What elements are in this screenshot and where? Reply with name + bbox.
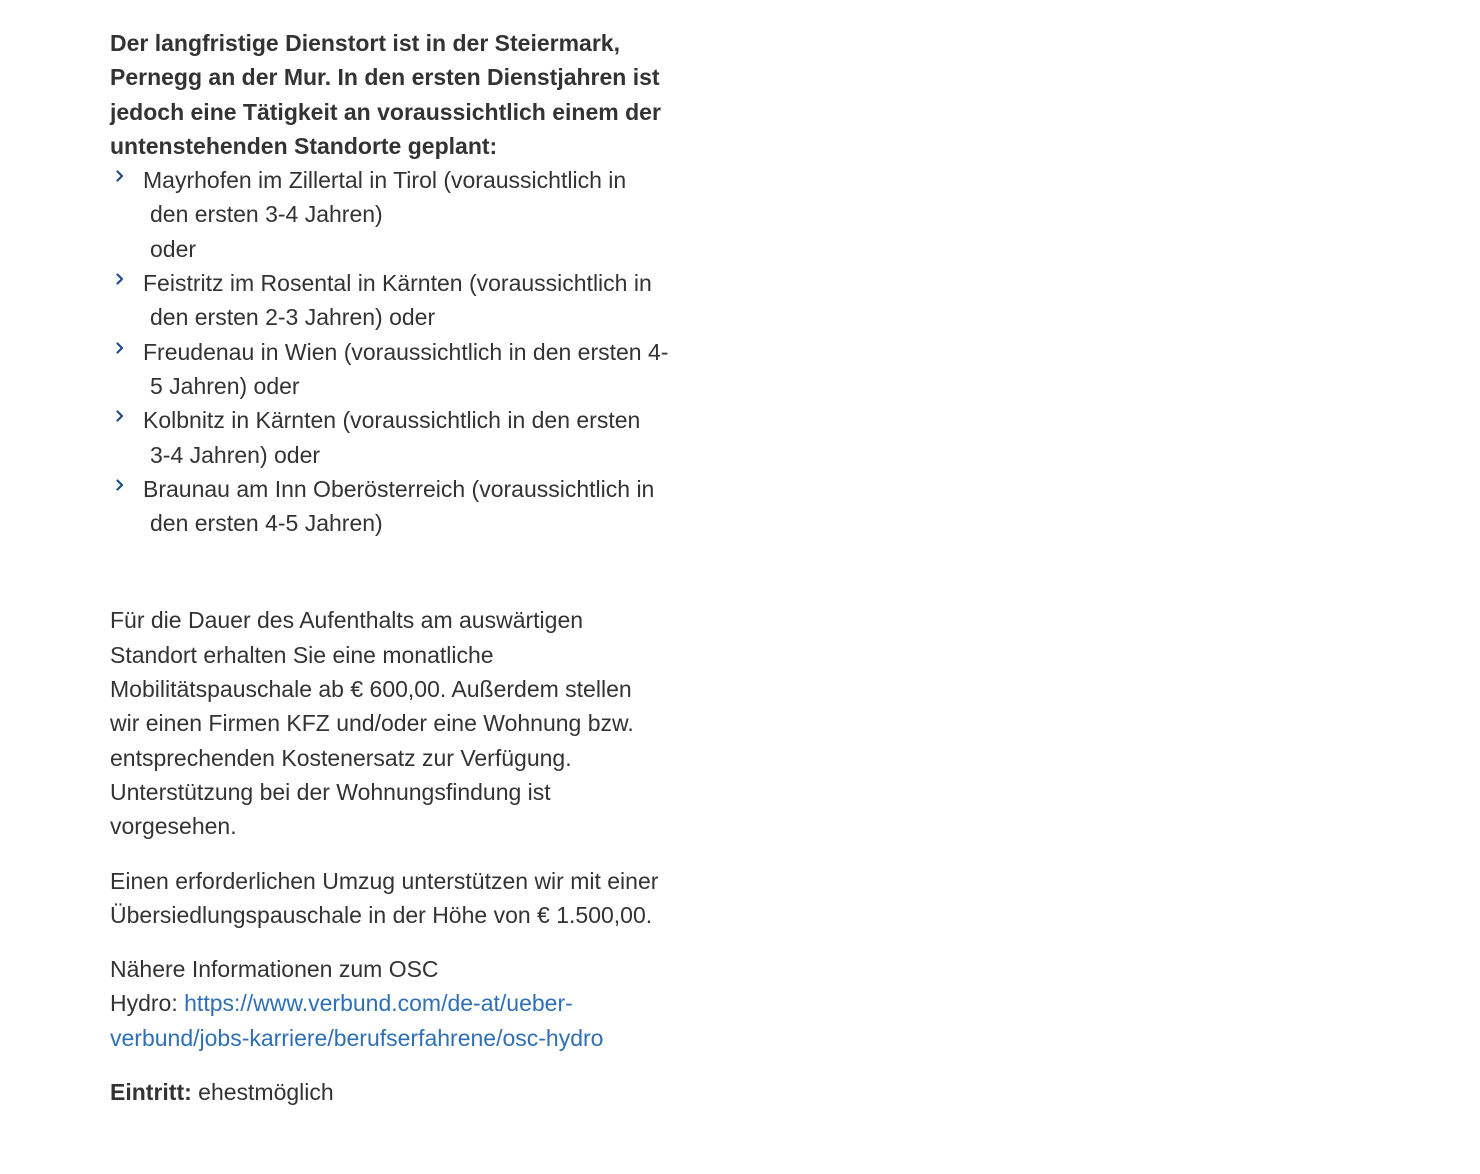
- paragraph-line: Übersiedlungspauschale in der Höhe von € 1.500,00.: [110, 901, 653, 928]
- location-text-cont: 3-4 Jahren) oder: [150, 441, 321, 468]
- location-text-cont: oder: [150, 235, 197, 262]
- chevron-right-icon: [114, 403, 128, 437]
- paragraph-line: Mobilitätspauschale ab € 600,00. Außerdem stellen: [110, 676, 632, 703]
- info-paragraph: [110, 952, 700, 1055]
- location-item: [110, 163, 700, 266]
- location-item: [110, 403, 700, 472]
- location-text-cont: den ersten 3-4 Jahren): [150, 201, 383, 228]
- chevron-right-icon: [114, 335, 128, 369]
- location-item: [110, 472, 700, 541]
- entry-paragraph: [110, 1075, 700, 1109]
- osc-hydro-link-cont[interactable]: verbund/jobs-karriere/berufserfahrene/osc-hydro: [110, 1024, 604, 1051]
- mobility-paragraph: [110, 603, 700, 843]
- job-description: [110, 26, 700, 1109]
- info-line: Nähere Informationen zum OSC: [110, 956, 439, 983]
- info-prefix: Hydro:: [110, 990, 185, 1017]
- info-line: [110, 1021, 700, 1055]
- location-item: [110, 266, 700, 335]
- paragraph-line: vorgesehen.: [110, 813, 237, 840]
- intro-line: jedoch eine Tätigkeit an voraussichtlich einem der: [110, 98, 661, 125]
- location-text-cont: den ersten 2-3 Jahren) oder: [150, 304, 436, 331]
- paragraph-line: Für die Dauer des Aufenthalts am auswärtigen: [110, 607, 584, 634]
- intro-line: Pernegg an der Mur. In den ersten Dienstjahren ist: [110, 64, 660, 91]
- intro-line: Der langfristige Dienstort ist in der Steiermark,: [110, 30, 620, 56]
- entry-label: Eintritt:: [110, 1079, 192, 1106]
- paragraph-line: Standort erhalten Sie eine monatliche: [110, 641, 494, 668]
- location-text: Braunau am Inn Oberösterreich (voraussichtlich in: [143, 475, 655, 502]
- location-text-cont: 5 Jahren) oder: [150, 372, 300, 399]
- intro-line: untenstehenden Standorte geplant:: [110, 132, 498, 159]
- chevron-right-icon: [114, 472, 128, 506]
- location-text: Freudenau in Wien (voraussichtlich in den ersten 4-: [143, 338, 669, 365]
- relocation-paragraph: [110, 864, 700, 933]
- intro-paragraph: [110, 26, 700, 163]
- info-line: [110, 986, 700, 1020]
- chevron-right-icon: [114, 266, 128, 300]
- locations-list: [110, 163, 700, 540]
- location-item: [110, 335, 700, 404]
- location-text: Mayrhofen im Zillertal in Tirol (voraussichtlich in: [143, 167, 627, 194]
- paragraph-line: wir einen Firmen KFZ und/oder eine Wohnung bzw.: [110, 710, 634, 737]
- paragraph-line: entsprechenden Kostenersatz zur Verfügung.: [110, 744, 572, 771]
- chevron-right-icon: [114, 163, 128, 197]
- entry-value: ehestmöglich: [191, 1079, 334, 1106]
- paragraph-line: Einen erforderlichen Umzug unterstützen wir mit einer: [110, 867, 659, 894]
- location-text: Feistritz im Rosental in Kärnten (voraussichtlich in: [143, 270, 652, 297]
- osc-hydro-link[interactable]: https://www.verbund.com/de-at/ueber-: [184, 990, 573, 1017]
- location-text-cont: den ersten 4-5 Jahren): [150, 510, 383, 537]
- location-text: Kolbnitz in Kärnten (voraussichtlich in den ersten: [143, 407, 641, 434]
- paragraph-line: Unterstützung bei der Wohnungsfindung ist: [110, 778, 551, 805]
